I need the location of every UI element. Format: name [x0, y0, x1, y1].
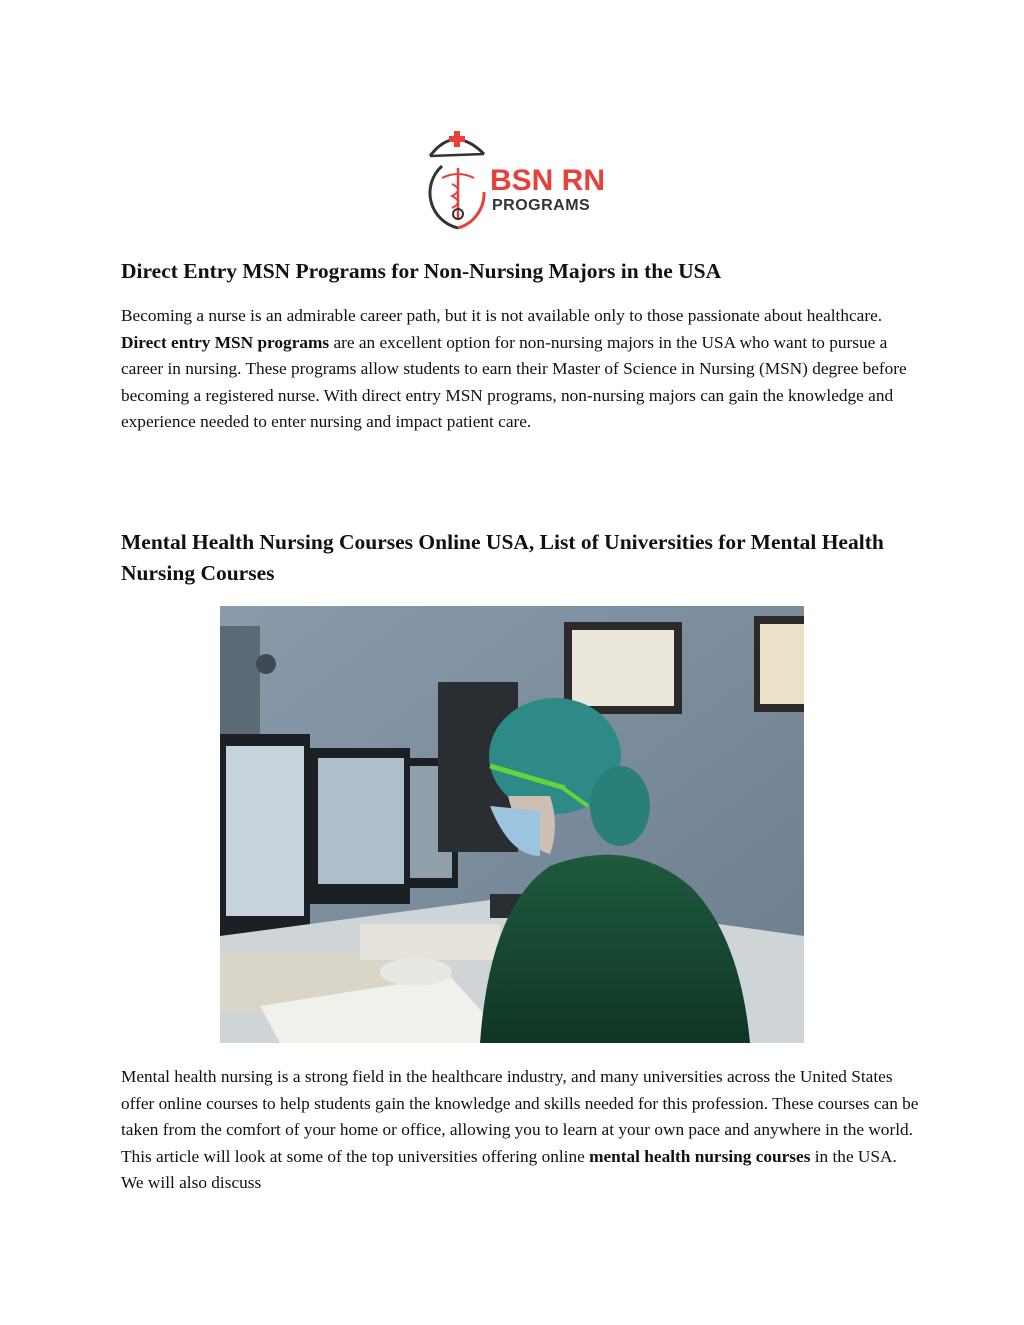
paragraph-bold-link-text: Direct entry MSN programs — [121, 332, 330, 352]
logo-subtitle: PROGRAMS — [492, 197, 591, 214]
section-paragraph-direct-entry — [121, 303, 921, 436]
brand-logo — [418, 124, 608, 234]
paragraph-bold-link-text: mental health nursing courses — [589, 1146, 811, 1166]
paragraph-text: Mental health nursing is a strong field in the healthcare industry, and many universities across the United States offer online courses to help students gain the knowledge and skills needed for this profession. These courses can be taken from the comfort of your home or office, allowing you to learn at your own pace and anywhere in the world. This article will look at some of the top universities offering online — [121, 1067, 919, 1166]
section-heading-mental-health: Mental Health Nursing Courses Online USA, List of Universities for Mental Health Nursing Courses — [121, 530, 884, 585]
nurse-cap-caduceus-icon — [418, 124, 608, 234]
nurse-at-monitors-photo — [220, 606, 804, 1043]
paragraph-text: in the USA. We will also discuss — [121, 1146, 897, 1193]
section-heading-direct-entry: Direct Entry MSN Programs for Non-Nursing Majors in the USA — [121, 259, 722, 283]
logo-title: BSN RN — [490, 164, 606, 197]
section-paragraph-mental-health — [121, 1064, 921, 1197]
paragraph-text: Becoming a nurse is an admirable career path, but it is not available only to those passionate about healthcare. — [121, 306, 883, 325]
paragraph-text: are an excellent option for non-nursing majors in the USA who want to pursue a career in nursing. These programs allow students to earn their Master of Science in Nursing (MSN) degree before becoming a registered nurse. With direct entry MSN programs, non-nursing majors can gain the knowledge and experience needed to enter nursing and impact patient care. — [121, 332, 907, 432]
